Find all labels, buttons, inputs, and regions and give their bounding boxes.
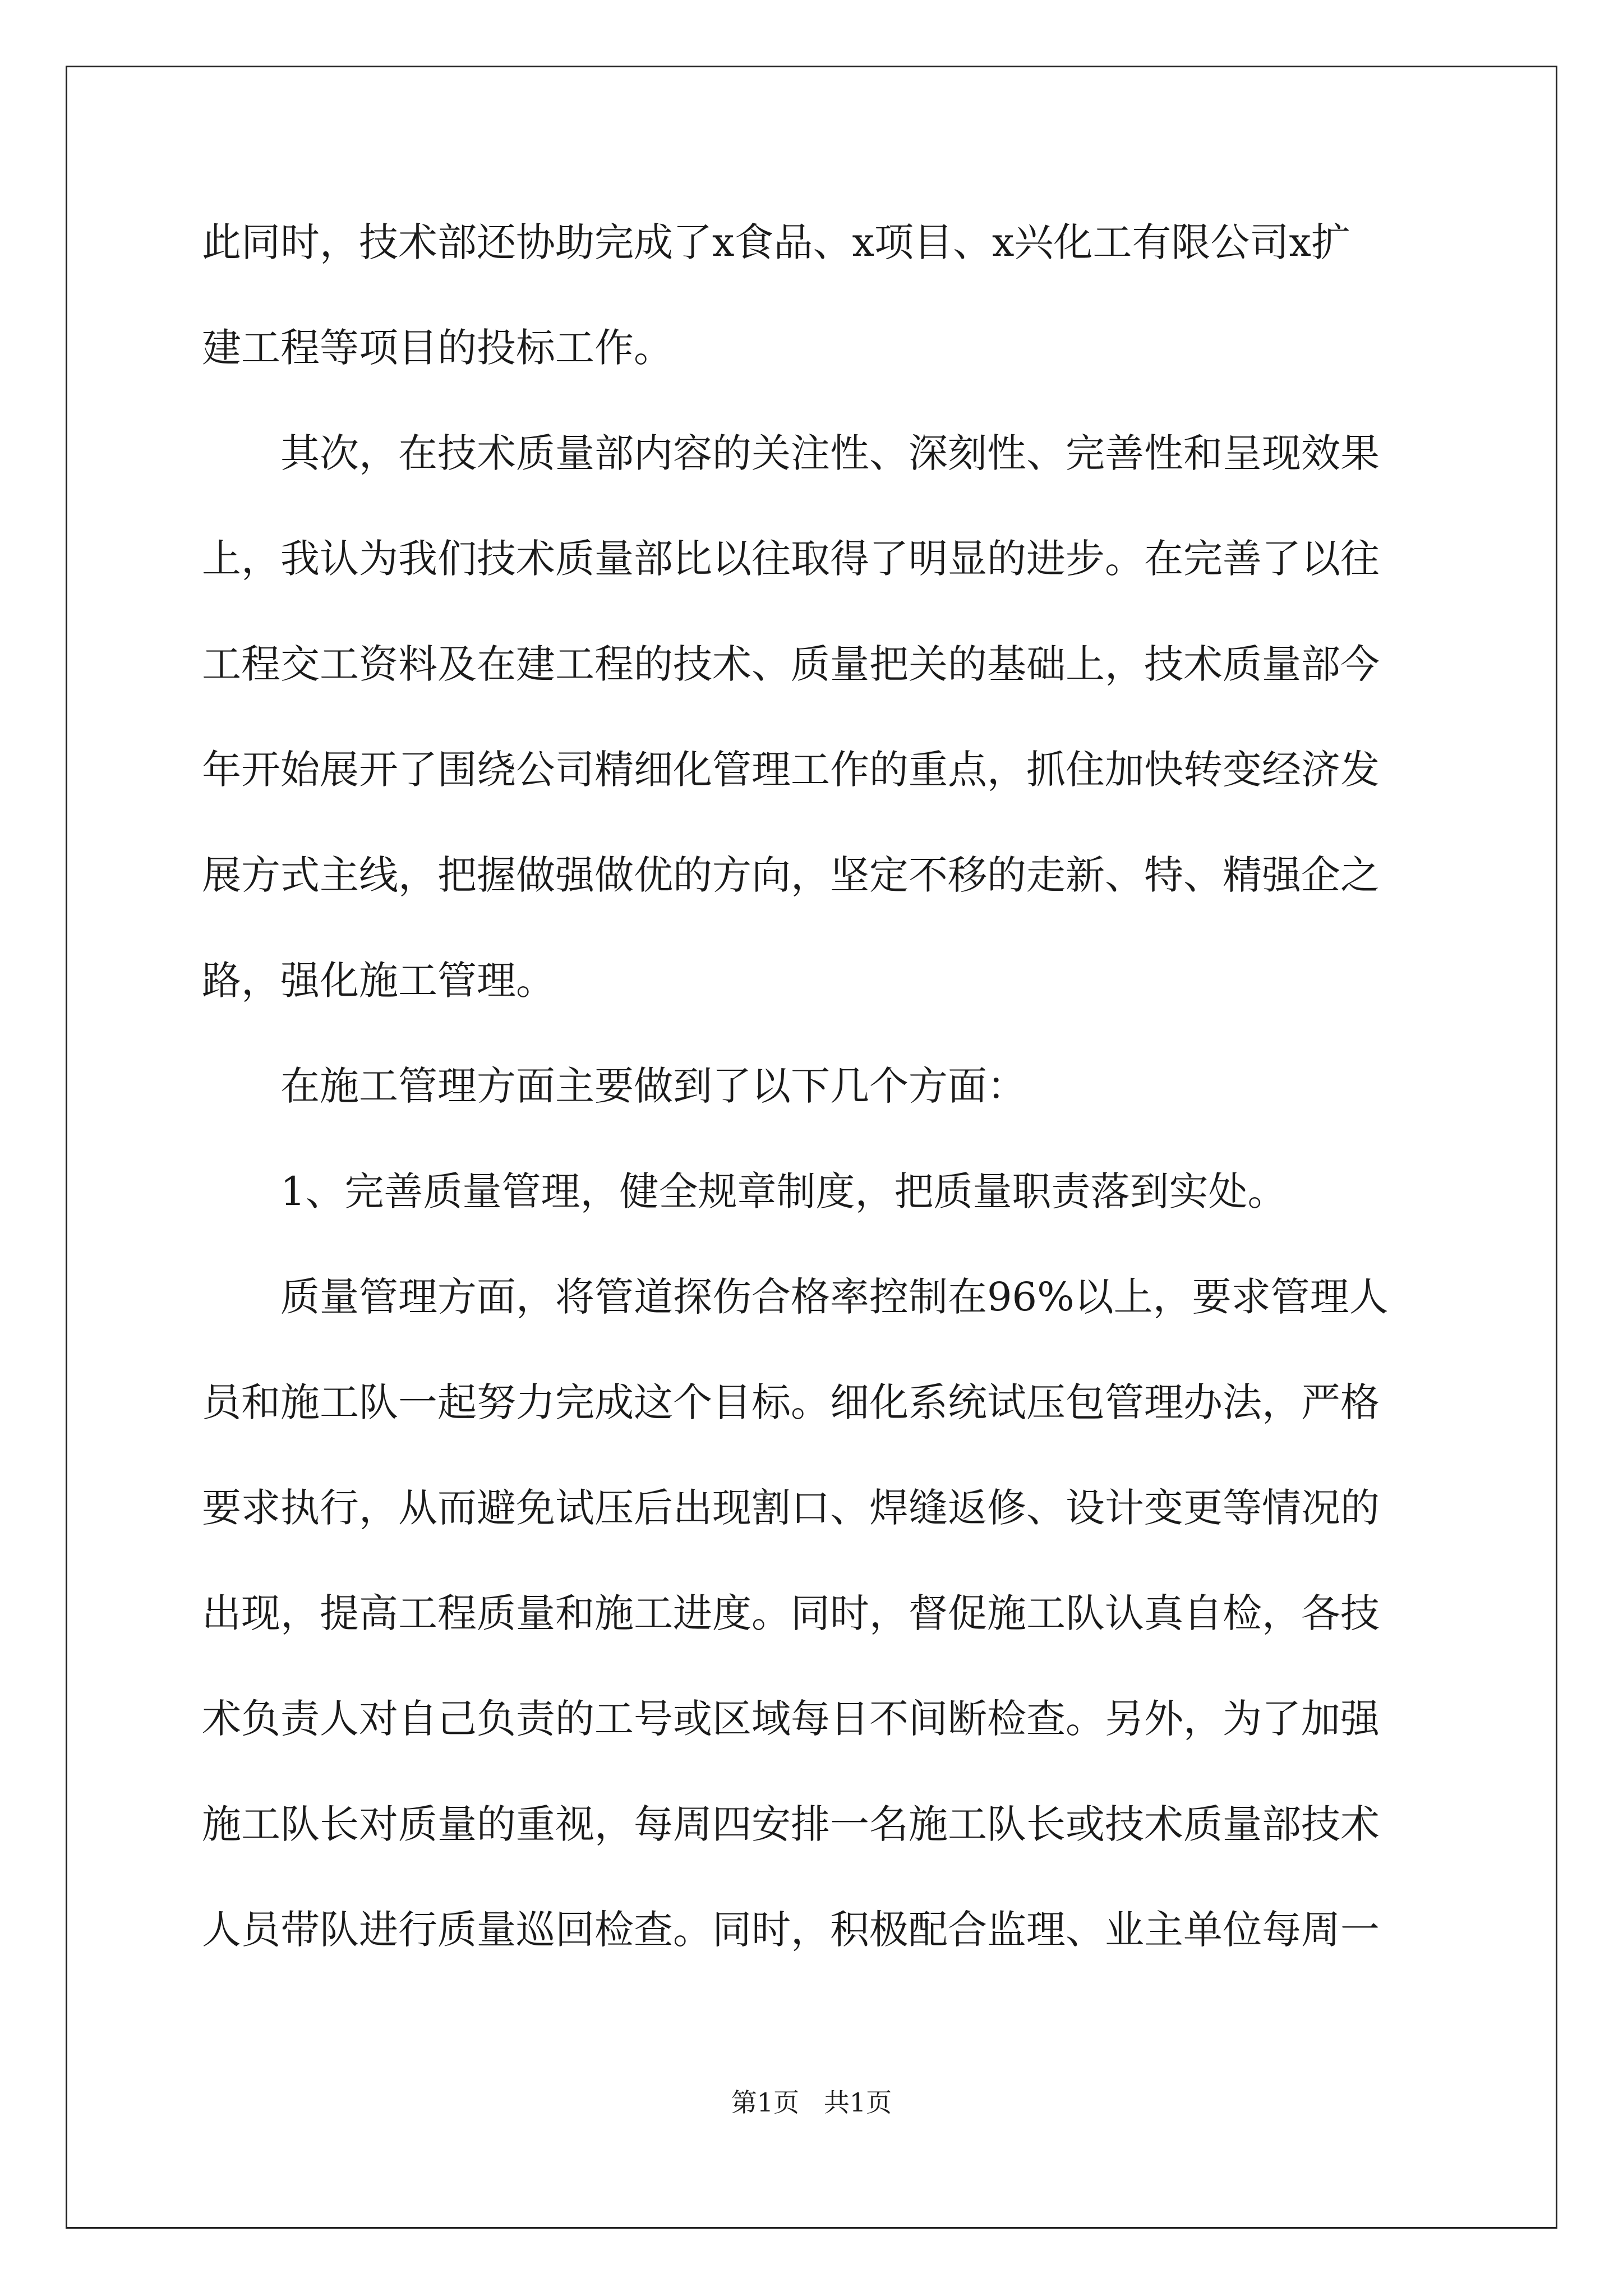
- text-line: 路，强化施工管理。: [202, 958, 555, 1004]
- text-line: 年开始展开了围绕公司精细化管理工作的重点，抓住加快转变经济发: [202, 747, 1380, 793]
- section-heading: 1、完善质量管理，健全规章制度，把质量职责落到实处。: [280, 1168, 1287, 1214]
- page-footer: 第1页 共1页: [731, 2087, 892, 2118]
- text-line: 建工程等项目的投标工作。: [202, 325, 673, 371]
- text-line: 上，我认为我们技术质量部比以往取得了明显的进步。在完善了以往: [202, 536, 1380, 582]
- text-line: 人员带队进行质量巡回检查。同时，积极配合监理、业主单位每周一: [202, 1907, 1380, 1953]
- text-line: 工程交工资料及在建工程的技术、质量把关的基础上，技术质量部今: [202, 641, 1380, 687]
- text-line: 施工队长对质量的重视，每周四安排一名施工队长或技术质量部技术: [202, 1801, 1380, 1847]
- paragraph-first-line: 质量管理方面，将管道探伤合格率控制在96%以上，要求管理人: [280, 1274, 1389, 1320]
- text-line: 要求执行，从而避免试压后出现割口、焊缝返修、设计变更等情况的: [202, 1485, 1380, 1531]
- text-line: 此同时，技术部还协助完成了x食品、x项目、x兴化工有限公司x扩: [202, 219, 1350, 265]
- text-line: 出现，提高工程质量和施工进度。同时，督促施工队认真自检，各技: [202, 1590, 1380, 1636]
- paragraph-first-line: 其次，在技术质量部内容的关注性、深刻性、完善性和呈现效果: [280, 430, 1380, 476]
- text-line: 员和施工队一起努力完成这个目标。细化系统试压包管理办法，严格: [202, 1379, 1380, 1425]
- paragraph-first-line: 在施工管理方面主要做到了以下几个方面：: [280, 1063, 1026, 1109]
- text-line: 展方式主线，把握做强做优的方向，坚定不移的走新、特、精强企之: [202, 852, 1380, 898]
- text-line: 术负责人对自己负责的工号或区域每日不间断检查。另外，为了加强: [202, 1696, 1380, 1742]
